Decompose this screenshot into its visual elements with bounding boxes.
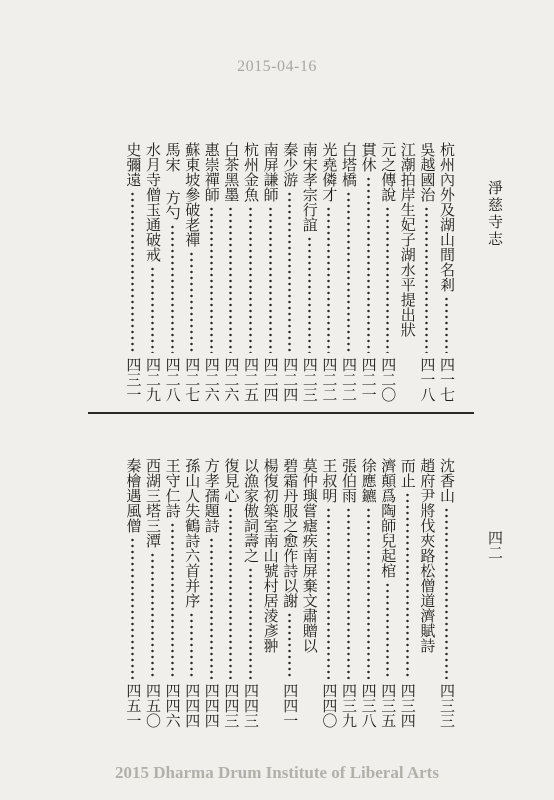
toc-entry-title: 貫休 bbox=[359, 142, 378, 172]
toc-entry bbox=[162, 142, 184, 402]
toc-entry-page: 四五一 bbox=[124, 683, 143, 728]
toc-entry-title: 秦檜遇風僧 bbox=[124, 458, 143, 533]
toc-entry-page: 四一八 bbox=[418, 357, 437, 402]
toc-entry bbox=[279, 142, 301, 402]
toc-entry bbox=[338, 458, 360, 728]
toc-entry-page: 四三五 bbox=[379, 683, 398, 728]
book-title: 淨慈寺志 bbox=[486, 180, 504, 248]
toc-dot-leader bbox=[190, 612, 193, 679]
toc-entry-title: 元之傳說 bbox=[379, 142, 398, 202]
toc-entry-page: 四二八 bbox=[163, 357, 182, 402]
toc-entry bbox=[299, 458, 321, 728]
toc-entry-page: 四二四 bbox=[261, 357, 280, 402]
toc-entry-title: 光堯僯才 bbox=[320, 142, 339, 202]
toc-entry-page: 四二五 bbox=[242, 357, 260, 402]
toc-entry-title: 孫山人失鶴詩六首并序 bbox=[183, 458, 202, 608]
toc-entry-title: 趙府尹將伐夾路松僧道濟賦詩 bbox=[418, 458, 437, 653]
toc-entry bbox=[358, 142, 380, 402]
toc-entry-page: 四三四 bbox=[398, 683, 417, 728]
toc-entry-page: 四二〇 bbox=[379, 357, 398, 402]
institute-watermark: 2015 Dharma Drum Institute of Liberal Arts bbox=[115, 763, 439, 782]
toc-entry-title: 蘇東坡參破老禪 bbox=[183, 142, 202, 247]
toc-entry bbox=[358, 458, 380, 728]
toc-dot-leader bbox=[151, 266, 154, 353]
toc-entry bbox=[377, 458, 399, 728]
toc-entry bbox=[279, 458, 301, 728]
toc-entry bbox=[142, 458, 164, 728]
toc-entry bbox=[260, 142, 282, 402]
toc-entry-title: 江潮拍岸生妃子湖水平提出狀 bbox=[398, 142, 417, 337]
section-divider bbox=[88, 412, 474, 414]
toc-entry-title: 王守仁詩 bbox=[163, 458, 182, 518]
toc-entry bbox=[240, 458, 262, 728]
toc-entry-page: 四四三 bbox=[242, 683, 260, 728]
toc-entry-title: 徐應鑣 bbox=[359, 458, 378, 503]
toc-entry-page: 四二一 bbox=[359, 357, 378, 402]
toc-dot-leader bbox=[210, 537, 213, 679]
toc-entry-page: 四五〇 bbox=[144, 683, 162, 728]
toc-entry-page: 四二二 bbox=[320, 357, 339, 402]
toc-dot-leader bbox=[131, 537, 134, 679]
page-number: 四二 bbox=[486, 530, 504, 560]
toc-entry-title: 復見心 bbox=[222, 458, 241, 503]
toc-entry-title: 而止 bbox=[398, 458, 417, 488]
toc-dot-leader bbox=[406, 492, 409, 679]
toc-entry-page: 四二四 bbox=[281, 357, 300, 402]
toc-entry bbox=[436, 142, 458, 402]
toc-entry bbox=[181, 142, 203, 402]
toc-entry bbox=[416, 458, 438, 728]
toc-dot-leader bbox=[327, 507, 330, 679]
toc-entry-page: 四二九 bbox=[144, 357, 162, 402]
toc-entry-page: 四二六 bbox=[202, 357, 221, 402]
toc-dot-leader bbox=[347, 191, 350, 353]
toc-dot-leader bbox=[445, 296, 448, 353]
toc-entry-title: 白塔橋 bbox=[340, 142, 358, 187]
toc-dot-leader bbox=[229, 507, 232, 679]
toc-entry bbox=[260, 458, 282, 728]
toc-dot-leader bbox=[327, 206, 330, 353]
toc-entry bbox=[299, 142, 321, 402]
toc-entry-title: 秦少游 bbox=[281, 142, 300, 187]
toc-dot-leader bbox=[367, 507, 370, 679]
toc-entry bbox=[240, 142, 262, 402]
toc-dot-leader bbox=[190, 251, 193, 353]
toc-entry-page: 四四三 bbox=[222, 683, 241, 728]
toc-entry bbox=[122, 142, 144, 402]
toc-dot-leader bbox=[269, 206, 272, 353]
toc-dot-leader bbox=[229, 206, 232, 353]
toc-dot-leader bbox=[171, 224, 174, 353]
toc-entry-page: 四三一 bbox=[124, 357, 143, 402]
toc-dot-leader bbox=[249, 206, 252, 353]
toc-entry bbox=[162, 458, 184, 728]
toc-entry-page: 四二七 bbox=[183, 357, 202, 402]
toc-entry-page: 四三九 bbox=[340, 683, 358, 728]
toc-entry-page: 四二六 bbox=[222, 357, 241, 402]
toc-dot-leader bbox=[288, 612, 291, 679]
toc-entry-title: 張伯雨 bbox=[340, 458, 358, 503]
toc-dot-leader bbox=[347, 507, 350, 679]
toc-entry-title: 南屏謙師 bbox=[261, 142, 280, 202]
toc-entry-title: 吳越國治 bbox=[418, 142, 437, 202]
toc-dot-leader bbox=[131, 191, 134, 353]
toc-entry bbox=[397, 458, 419, 728]
toc-entry-page: 四三三 bbox=[438, 683, 456, 728]
toc-entry-title: 沈香山 bbox=[438, 458, 456, 503]
toc-entry bbox=[201, 142, 223, 402]
toc-entry-title: 馬宋 方勺 bbox=[163, 142, 182, 220]
toc-entry-title: 杭州金魚 bbox=[242, 142, 260, 202]
toc-entry bbox=[220, 458, 242, 728]
toc-dot-leader bbox=[249, 567, 252, 679]
toc-entry-page: 四二二 bbox=[340, 357, 358, 402]
toc-entry-title: 惠崇禪師 bbox=[202, 142, 221, 202]
toc-entry bbox=[397, 142, 419, 402]
toc-entry bbox=[377, 142, 399, 402]
toc-dot-leader bbox=[425, 206, 428, 353]
toc-entry-page: 四四〇 bbox=[320, 683, 339, 728]
toc-entry bbox=[142, 142, 164, 402]
toc-entry-title: 莫仲璵嘗瘧疾南屏棄文肅贈以 bbox=[300, 458, 319, 653]
toc-dot-leader bbox=[386, 582, 389, 679]
toc-entry-title: 王叔明 bbox=[320, 458, 339, 503]
toc-dot-leader bbox=[288, 191, 291, 353]
toc-entry-title: 水月寺僧玉通破戒 bbox=[144, 142, 162, 262]
toc-entry-page: 四三八 bbox=[359, 683, 378, 728]
toc-dot-leader bbox=[445, 507, 448, 679]
toc-entry-page: 四四四 bbox=[183, 683, 202, 728]
toc-entry bbox=[318, 458, 340, 728]
toc-entry-page: 四四六 bbox=[163, 683, 182, 728]
toc-entry bbox=[436, 458, 458, 728]
toc-entry bbox=[181, 458, 203, 728]
toc-entry-title: 白茶黑墨 bbox=[222, 142, 241, 202]
toc-entry bbox=[122, 458, 144, 728]
toc-entry-page: 四一七 bbox=[438, 357, 456, 402]
toc-entry bbox=[338, 142, 360, 402]
toc-entry-title: 方孝孺題詩 bbox=[202, 458, 221, 533]
toc-dot-leader bbox=[151, 552, 154, 679]
toc-dot-leader bbox=[308, 236, 311, 353]
toc-dot-leader bbox=[367, 176, 370, 353]
toc-dot-leader bbox=[210, 206, 213, 353]
toc-dot-leader bbox=[171, 522, 174, 679]
toc-entry-title: 濟顛爲陶師兒起棺 bbox=[379, 458, 398, 578]
toc-entry-title: 史彌遠 bbox=[124, 142, 143, 187]
toc-entry bbox=[201, 458, 223, 728]
toc-entry-page: 四二三 bbox=[300, 357, 319, 402]
toc-entry bbox=[318, 142, 340, 402]
toc-entry-page: 四四四 bbox=[202, 683, 221, 728]
toc-entry-title: 以漁家傲詞壽之 bbox=[242, 458, 260, 563]
toc-entry-title: 西湖三塔三潭 bbox=[144, 458, 162, 548]
date-watermark: 2015-04-16 bbox=[237, 58, 317, 75]
toc-entry-title: 楊復初築室南山號村居淩彥翀 bbox=[261, 458, 280, 653]
toc-dot-leader bbox=[386, 206, 389, 353]
toc-entry bbox=[220, 142, 242, 402]
toc-entry-title: 碧霜丹服之愈作詩以謝 bbox=[281, 458, 300, 608]
toc-entry-page: 四四一 bbox=[281, 683, 300, 728]
toc-entry-title: 杭州內外及湖山間名剎 bbox=[438, 142, 456, 292]
toc-entry-title: 南宋孝宗行誼 bbox=[300, 142, 319, 232]
toc-entry bbox=[416, 142, 438, 402]
